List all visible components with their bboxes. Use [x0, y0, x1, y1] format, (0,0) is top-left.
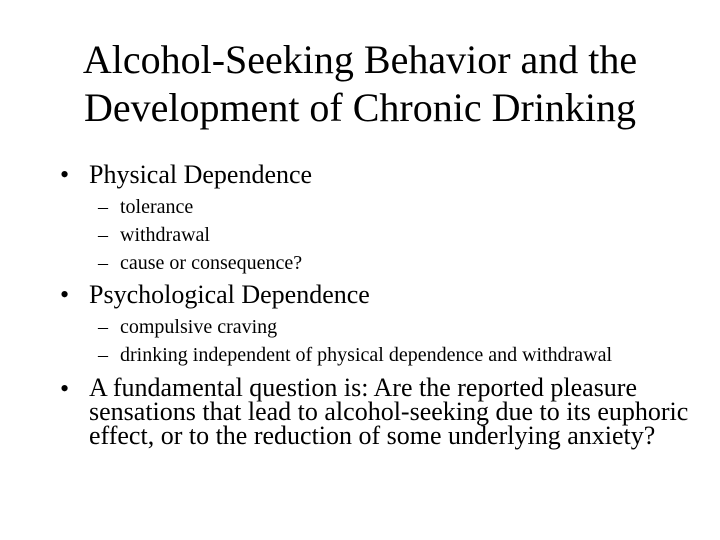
- bullet-text: Physical Dependence: [89, 160, 313, 189]
- dash-marker: –: [98, 344, 108, 366]
- bullet-fundamental-question: [60, 373, 690, 450]
- slide-title: [0, 36, 720, 132]
- dash-marker: –: [98, 252, 108, 274]
- dash-marker: –: [98, 196, 108, 218]
- sub-list-psychological-dependence: [60, 316, 690, 366]
- sub-item-withdrawal: [60, 224, 690, 246]
- sub-item-text: tolerance: [120, 196, 194, 218]
- bullet-psychological-dependence: [60, 282, 690, 308]
- sub-item-tolerance: [60, 196, 690, 218]
- bullet-marker: •: [60, 160, 70, 189]
- sub-item-text: compulsive craving: [120, 316, 278, 338]
- sub-item-text: drinking independent of physical dependence and withdrawal: [120, 344, 613, 366]
- dash-marker: –: [98, 224, 108, 246]
- slide-title-line-2: Development of Chronic Drinking: [83, 85, 637, 130]
- bullet-text: A fundamental question is: Are the reported pleasure sensations that lead to alcohol-seeking due to its euphoric effect, or to the reduction of some underlying anxiety?: [89, 373, 689, 450]
- bullet-marker: •: [60, 280, 70, 309]
- sub-item-cause-or-consequence: [60, 252, 690, 274]
- sub-item-text: withdrawal: [120, 224, 210, 246]
- sub-item-drinking-independent: [60, 344, 690, 366]
- bullet-marker: •: [60, 374, 70, 403]
- bullet-text: Psychological Dependence: [89, 280, 370, 309]
- sub-list-physical-dependence: [60, 196, 690, 274]
- sub-item-text: cause or consequence?: [120, 252, 303, 274]
- slide-title-line-1: Alcohol-Seeking Behavior and the: [82, 37, 638, 82]
- sub-item-compulsive-craving: [60, 316, 690, 338]
- bullet-physical-dependence: [60, 162, 690, 188]
- dash-marker: –: [98, 316, 108, 338]
- slide-body: [60, 162, 690, 448]
